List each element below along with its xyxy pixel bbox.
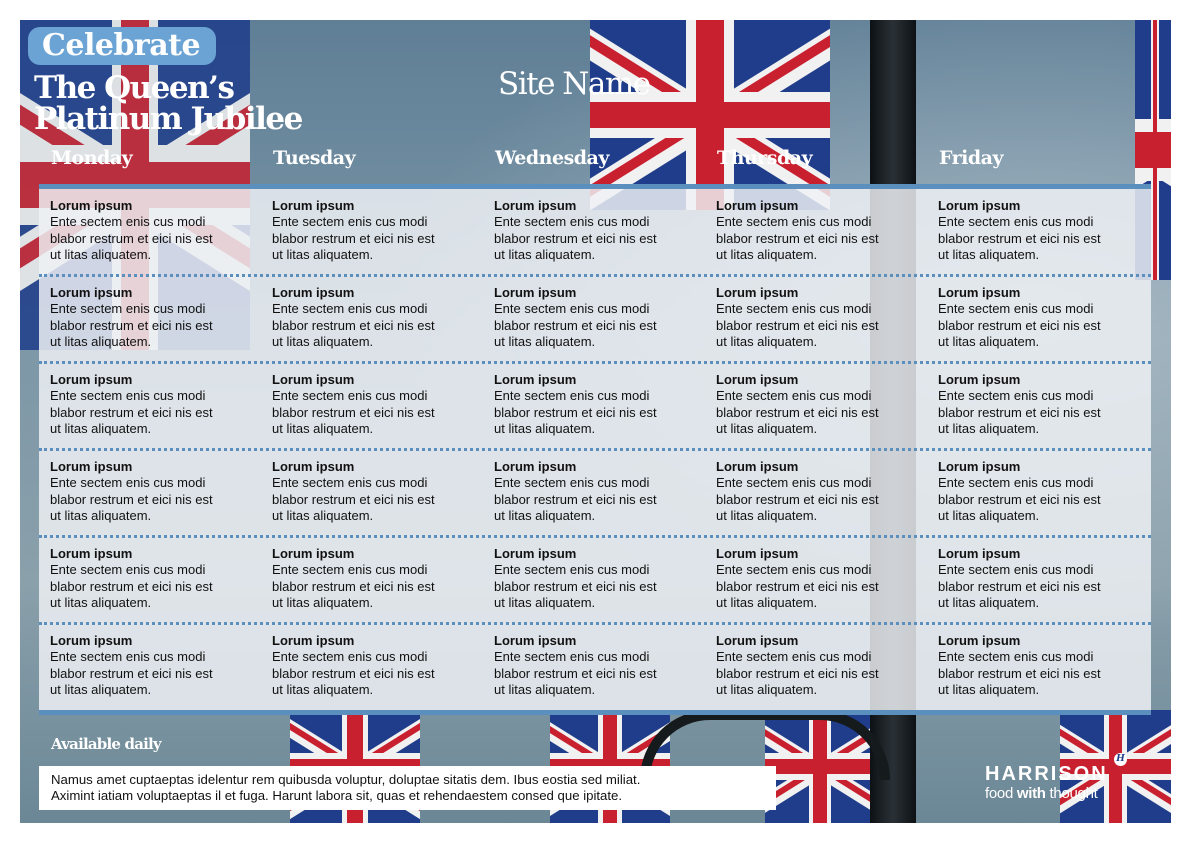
menu-item-desc: Ente sectem enis cus modi bbox=[272, 562, 428, 578]
menu-item-desc: Ente sectem enis cus modi bbox=[272, 475, 428, 491]
menu-cell bbox=[50, 285, 260, 350]
menu-cell bbox=[494, 285, 704, 350]
menu-cell bbox=[50, 198, 260, 263]
menu-item-desc: Ente sectem enis cus modi bbox=[50, 301, 206, 317]
menu-item-desc: ut litas aliquatem. bbox=[494, 594, 596, 610]
menu-cell bbox=[272, 633, 482, 698]
menu-cell bbox=[938, 459, 1148, 524]
menu-item-title: Lorum ipsum bbox=[50, 372, 133, 387]
title-line-1: The Queen’s bbox=[34, 70, 234, 106]
menu-cell bbox=[272, 459, 482, 524]
menu-item-title: Lorum ipsum bbox=[716, 198, 799, 213]
title-line-2: Platinum Jubilee bbox=[34, 101, 302, 137]
menu-cell bbox=[494, 546, 704, 611]
menu-item-desc: blabor restrum et eici nis est bbox=[50, 491, 213, 507]
menu-cell bbox=[272, 285, 482, 350]
day-heading-wednesday: Wednesday bbox=[495, 147, 609, 169]
menu-item-desc: blabor restrum et eici nis est bbox=[50, 578, 213, 594]
menu-item-desc: ut litas aliquatem. bbox=[938, 333, 1040, 349]
menu-item-desc: blabor restrum et eici nis est bbox=[50, 317, 213, 333]
menu-item-desc: Ente sectem enis cus modi bbox=[50, 475, 206, 491]
logo-brand: HARRISON bbox=[985, 763, 1108, 785]
menu-item-desc: Ente sectem enis cus modi bbox=[716, 649, 872, 665]
menu-item-desc: blabor restrum et eici nis est bbox=[938, 665, 1101, 681]
menu-cell bbox=[716, 546, 926, 611]
menu-item-desc: Ente sectem enis cus modi bbox=[938, 388, 1094, 404]
menu-item-desc: Ente sectem enis cus modi bbox=[938, 649, 1094, 665]
menu-row bbox=[39, 537, 1151, 624]
menu-item-desc: blabor restrum et eici nis est bbox=[716, 491, 879, 507]
menu-item-desc: Ente sectem enis cus modi bbox=[494, 214, 650, 230]
menu-row bbox=[39, 276, 1151, 363]
menu-cell bbox=[494, 198, 704, 263]
menu-item-desc: Ente sectem enis cus modi bbox=[50, 214, 206, 230]
menu-item-desc: Ente sectem enis cus modi bbox=[494, 475, 650, 491]
menu-item-desc: ut litas aliquatem. bbox=[272, 681, 374, 697]
menu-item-desc: ut litas aliquatem. bbox=[938, 420, 1040, 436]
menu-cell bbox=[938, 285, 1148, 350]
day-heading-friday: Friday bbox=[939, 147, 1004, 169]
menu-item-desc: blabor restrum et eici nis est bbox=[272, 230, 435, 246]
menu-item-title: Lorum ipsum bbox=[50, 546, 133, 561]
menu-item-title: Lorum ipsum bbox=[938, 459, 1021, 474]
menu-item-desc: Ente sectem enis cus modi bbox=[716, 562, 872, 578]
footer-note-line: Aximint iatiam voluptaeptas il et fuga. Harunt labora sit, quas et rehendaestem consed que ipitate. bbox=[51, 788, 623, 804]
logo-tagline-bold: with bbox=[1016, 785, 1046, 802]
menu-cell bbox=[494, 372, 704, 437]
menu-item-title: Lorum ipsum bbox=[50, 633, 133, 648]
menu-item-desc: ut litas aliquatem. bbox=[938, 246, 1040, 262]
logo-badge-icon: H bbox=[1114, 753, 1127, 766]
menu-item-desc: Ente sectem enis cus modi bbox=[50, 649, 206, 665]
menu-item-desc: Ente sectem enis cus modi bbox=[272, 388, 428, 404]
menu-item-desc: blabor restrum et eici nis est bbox=[716, 230, 879, 246]
menu-item-title: Lorum ipsum bbox=[716, 372, 799, 387]
menu-item-title: Lorum ipsum bbox=[272, 459, 355, 474]
menu-item-desc: ut litas aliquatem. bbox=[938, 681, 1040, 697]
footer-note bbox=[39, 766, 776, 810]
menu-item-desc: blabor restrum et eici nis est bbox=[272, 578, 435, 594]
menu-item-desc: Ente sectem enis cus modi bbox=[938, 301, 1094, 317]
menu-item-desc: ut litas aliquatem. bbox=[494, 507, 596, 523]
menu-item-desc: ut litas aliquatem. bbox=[716, 681, 818, 697]
menu-item-title: Lorum ipsum bbox=[716, 285, 799, 300]
menu-item-desc: ut litas aliquatem. bbox=[938, 507, 1040, 523]
row-divider bbox=[39, 361, 1151, 364]
menu-cell bbox=[272, 372, 482, 437]
menu-item-desc: ut litas aliquatem. bbox=[50, 420, 152, 436]
menu-item-title: Lorum ipsum bbox=[50, 198, 133, 213]
menu-cell bbox=[50, 459, 260, 524]
menu-item-desc: Ente sectem enis cus modi bbox=[50, 388, 206, 404]
menu-item-desc: ut litas aliquatem. bbox=[494, 681, 596, 697]
menu-cell bbox=[938, 198, 1148, 263]
day-heading-thursday: Thursday bbox=[717, 147, 813, 169]
menu-item-title: Lorum ipsum bbox=[494, 633, 577, 648]
menu-item-title: Lorum ipsum bbox=[272, 198, 355, 213]
menu-item-desc: ut litas aliquatem. bbox=[50, 246, 152, 262]
menu-item-desc: blabor restrum et eici nis est bbox=[938, 230, 1101, 246]
menu-item-desc: ut litas aliquatem. bbox=[272, 420, 374, 436]
footer-note-line: Namus amet cuptaeptas idelentur rem quibusda voluptur, doluptae sitatis dem. Ibus eostia sed miliat. bbox=[51, 772, 641, 787]
menu-item-desc: Ente sectem enis cus modi bbox=[938, 562, 1094, 578]
menu-item-title: Lorum ipsum bbox=[272, 372, 355, 387]
menu-item-desc: ut litas aliquatem. bbox=[494, 420, 596, 436]
menu-item-title: Lorum ipsum bbox=[272, 633, 355, 648]
menu-cell bbox=[938, 372, 1148, 437]
menu-item-desc: Ente sectem enis cus modi bbox=[50, 562, 206, 578]
menu-item-title: Lorum ipsum bbox=[494, 459, 577, 474]
menu-item-desc: Ente sectem enis cus modi bbox=[938, 214, 1094, 230]
menu-item-desc: blabor restrum et eici nis est bbox=[272, 404, 435, 420]
logo-tagline bbox=[985, 785, 1108, 802]
union-flag-image bbox=[590, 20, 830, 210]
menu-item-desc: blabor restrum et eici nis est bbox=[494, 317, 657, 333]
menu-item-title: Lorum ipsum bbox=[716, 459, 799, 474]
menu-item-desc: ut litas aliquatem. bbox=[272, 333, 374, 349]
logo-tagline-prefix: food bbox=[985, 785, 1017, 802]
menu-item-desc: blabor restrum et eici nis est bbox=[272, 317, 435, 333]
menu-row bbox=[39, 450, 1151, 537]
menu-item-desc: blabor restrum et eici nis est bbox=[938, 317, 1101, 333]
menu-item-desc: Ente sectem enis cus modi bbox=[272, 649, 428, 665]
menu-item-desc: Ente sectem enis cus modi bbox=[494, 388, 650, 404]
menu-item-desc: blabor restrum et eici nis est bbox=[938, 491, 1101, 507]
menu-item-desc: ut litas aliquatem. bbox=[494, 246, 596, 262]
menu-item-desc: blabor restrum et eici nis est bbox=[716, 404, 879, 420]
menu-item-desc: Ente sectem enis cus modi bbox=[272, 214, 428, 230]
menu-item-desc: blabor restrum et eici nis est bbox=[272, 491, 435, 507]
menu-cell bbox=[50, 546, 260, 611]
menu-item-desc: ut litas aliquatem. bbox=[494, 333, 596, 349]
menu-item-desc: ut litas aliquatem. bbox=[716, 507, 818, 523]
menu-item-desc: Ente sectem enis cus modi bbox=[494, 562, 650, 578]
menu-item-desc: ut litas aliquatem. bbox=[272, 594, 374, 610]
celebrate-badge: Celebrate bbox=[28, 27, 216, 65]
menu-cell bbox=[716, 285, 926, 350]
menu-item-desc: Ente sectem enis cus modi bbox=[716, 388, 872, 404]
menu-item-desc: blabor restrum et eici nis est bbox=[494, 665, 657, 681]
menu-item-title: Lorum ipsum bbox=[50, 285, 133, 300]
menu-item-title: Lorum ipsum bbox=[938, 633, 1021, 648]
menu-item-title: Lorum ipsum bbox=[494, 285, 577, 300]
menu-item-title: Lorum ipsum bbox=[716, 546, 799, 561]
menu-table bbox=[39, 184, 1151, 715]
menu-cell bbox=[494, 459, 704, 524]
menu-cell bbox=[272, 198, 482, 263]
menu-item-desc: ut litas aliquatem. bbox=[50, 333, 152, 349]
row-divider bbox=[39, 448, 1151, 451]
menu-item-desc: ut litas aliquatem. bbox=[716, 420, 818, 436]
menu-item-desc: blabor restrum et eici nis est bbox=[716, 578, 879, 594]
menu-item-title: Lorum ipsum bbox=[494, 198, 577, 213]
menu-cell bbox=[272, 546, 482, 611]
day-heading-monday: Monday bbox=[51, 147, 133, 169]
row-divider bbox=[39, 535, 1151, 538]
menu-row bbox=[39, 189, 1151, 276]
menu-item-title: Lorum ipsum bbox=[716, 633, 799, 648]
menu-item-desc: ut litas aliquatem. bbox=[272, 246, 374, 262]
row-divider bbox=[39, 274, 1151, 277]
harrison-logo bbox=[985, 763, 1108, 802]
menu-item-title: Lorum ipsum bbox=[272, 285, 355, 300]
menu-cell bbox=[716, 459, 926, 524]
menu-item-desc: blabor restrum et eici nis est bbox=[494, 404, 657, 420]
menu-cell bbox=[938, 546, 1148, 611]
menu-item-desc: Ente sectem enis cus modi bbox=[494, 649, 650, 665]
menu-item-desc: blabor restrum et eici nis est bbox=[272, 665, 435, 681]
menu-item-desc: blabor restrum et eici nis est bbox=[938, 404, 1101, 420]
menu-item-desc: blabor restrum et eici nis est bbox=[494, 491, 657, 507]
menu-item-title: Lorum ipsum bbox=[494, 546, 577, 561]
menu-cell bbox=[938, 633, 1148, 698]
menu-item-desc: Ente sectem enis cus modi bbox=[716, 475, 872, 491]
menu-item-desc: ut litas aliquatem. bbox=[50, 681, 152, 697]
menu-item-title: Lorum ipsum bbox=[938, 198, 1021, 213]
menu-item-desc: ut litas aliquatem. bbox=[50, 594, 152, 610]
menu-item-desc: ut litas aliquatem. bbox=[272, 507, 374, 523]
menu-cell bbox=[50, 633, 260, 698]
menu-item-desc: blabor restrum et eici nis est bbox=[50, 230, 213, 246]
site-name: Site Name bbox=[498, 66, 650, 102]
available-daily-label: Available daily bbox=[51, 735, 161, 753]
menu-item-title: Lorum ipsum bbox=[938, 285, 1021, 300]
menu-item-title: Lorum ipsum bbox=[50, 459, 133, 474]
menu-item-desc: Ente sectem enis cus modi bbox=[494, 301, 650, 317]
menu-item-desc: blabor restrum et eici nis est bbox=[716, 317, 879, 333]
poster bbox=[20, 20, 1171, 823]
menu-cell bbox=[716, 372, 926, 437]
menu-item-desc: Ente sectem enis cus modi bbox=[938, 475, 1094, 491]
logo-tagline-suffix: thought bbox=[1045, 785, 1098, 802]
menu-cell bbox=[716, 198, 926, 263]
menu-item-desc: blabor restrum et eici nis est bbox=[494, 230, 657, 246]
menu-item-desc: ut litas aliquatem. bbox=[938, 594, 1040, 610]
menu-item-desc: blabor restrum et eici nis est bbox=[716, 665, 879, 681]
menu-item-title: Lorum ipsum bbox=[938, 546, 1021, 561]
menu-item-desc: blabor restrum et eici nis est bbox=[50, 404, 213, 420]
menu-row bbox=[39, 624, 1151, 711]
menu-cell bbox=[716, 633, 926, 698]
menu-item-title: Lorum ipsum bbox=[494, 372, 577, 387]
menu-item-desc: Ente sectem enis cus modi bbox=[272, 301, 428, 317]
menu-item-desc: blabor restrum et eici nis est bbox=[50, 665, 213, 681]
menu-item-title: Lorum ipsum bbox=[272, 546, 355, 561]
menu-item-desc: ut litas aliquatem. bbox=[50, 507, 152, 523]
menu-item-desc: ut litas aliquatem. bbox=[716, 246, 818, 262]
menu-item-desc: blabor restrum et eici nis est bbox=[494, 578, 657, 594]
row-divider bbox=[39, 622, 1151, 625]
menu-row bbox=[39, 363, 1151, 450]
day-heading-tuesday: Tuesday bbox=[273, 147, 356, 169]
menu-item-desc: ut litas aliquatem. bbox=[716, 594, 818, 610]
menu-item-desc: Ente sectem enis cus modi bbox=[716, 301, 872, 317]
menu-item-title: Lorum ipsum bbox=[938, 372, 1021, 387]
menu-cell bbox=[494, 633, 704, 698]
menu-item-desc: blabor restrum et eici nis est bbox=[938, 578, 1101, 594]
menu-item-desc: ut litas aliquatem. bbox=[716, 333, 818, 349]
menu-item-desc: Ente sectem enis cus modi bbox=[716, 214, 872, 230]
menu-cell bbox=[50, 372, 260, 437]
